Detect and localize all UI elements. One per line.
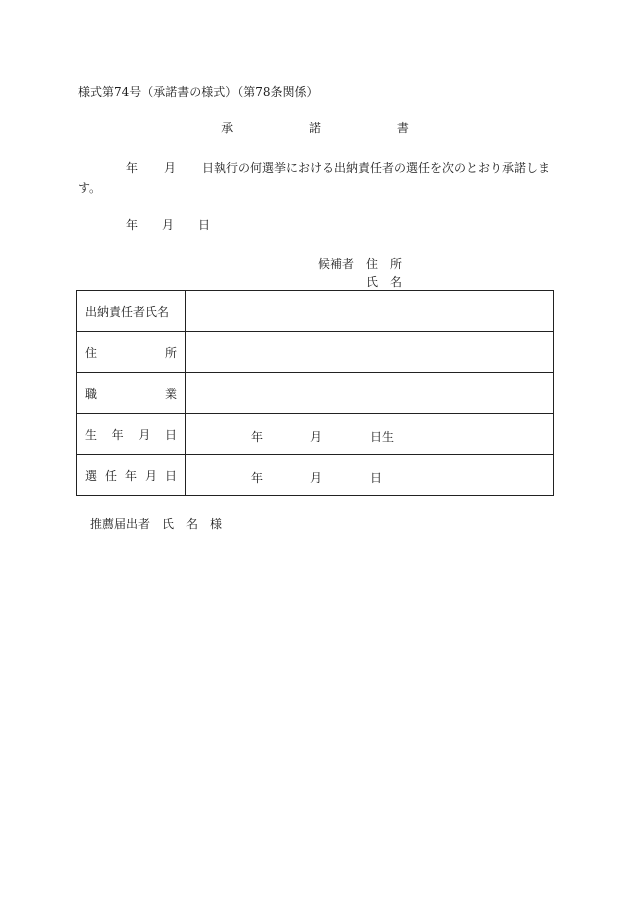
document-title: [0, 122, 630, 134]
recommender-addressee: 推薦届出者 氏 名 様: [90, 517, 223, 531]
table-row: [77, 414, 554, 455]
title-char: 諾: [308, 121, 321, 135]
candidate-role: 候補者: [318, 257, 355, 271]
treasurer-name-field[interactable]: [186, 291, 554, 332]
date-line: [126, 219, 210, 231]
appointment-month-label: 月: [310, 471, 323, 485]
body-year: 年: [126, 161, 139, 175]
candidate-name-label: 氏 名: [366, 275, 403, 289]
title-char: 承: [221, 121, 234, 135]
address-field[interactable]: [186, 332, 554, 373]
date-month: 月: [162, 218, 175, 232]
row-label-address: 住 所: [77, 332, 186, 373]
consent-statement-line2: す。: [78, 181, 102, 195]
row-label-occupation: 職 業: [77, 373, 186, 414]
appointment-date-field[interactable]: [186, 455, 554, 496]
body-month: 月: [164, 161, 177, 175]
row-label-treasurer-name: 出納責任者氏名: [77, 291, 186, 332]
candidate-address-label: 住 所: [366, 257, 403, 271]
treasurer-info-table: [76, 290, 554, 496]
birth-year-label: 年: [251, 430, 264, 444]
occupation-field[interactable]: [186, 373, 554, 414]
birth-date-field[interactable]: [186, 414, 554, 455]
date-day: 日: [198, 218, 211, 232]
consent-statement-line1: [78, 162, 550, 174]
date-year: 年: [126, 218, 139, 232]
table-row: [77, 291, 554, 332]
table-row: [77, 332, 554, 373]
appointment-day-label: 日: [370, 471, 383, 485]
birth-month-label: 月: [310, 430, 323, 444]
body-text: 日執行の何選挙における出納責任者の選任を次のとおり承諾しま: [202, 161, 551, 175]
title-char: 書: [396, 121, 409, 135]
birth-day-label: 日生: [370, 430, 395, 444]
candidate-address-line: [318, 258, 402, 270]
row-label-appointment-date: 選 任 年 月 日: [77, 455, 186, 496]
appointment-year-label: 年: [251, 471, 264, 485]
row-label-birth-date: 生 年 月 日: [77, 414, 186, 455]
table-row: [77, 373, 554, 414]
table-row: [77, 455, 554, 496]
form-number: 様式第74号（承諾書の様式）（第78条関係）: [78, 85, 319, 99]
